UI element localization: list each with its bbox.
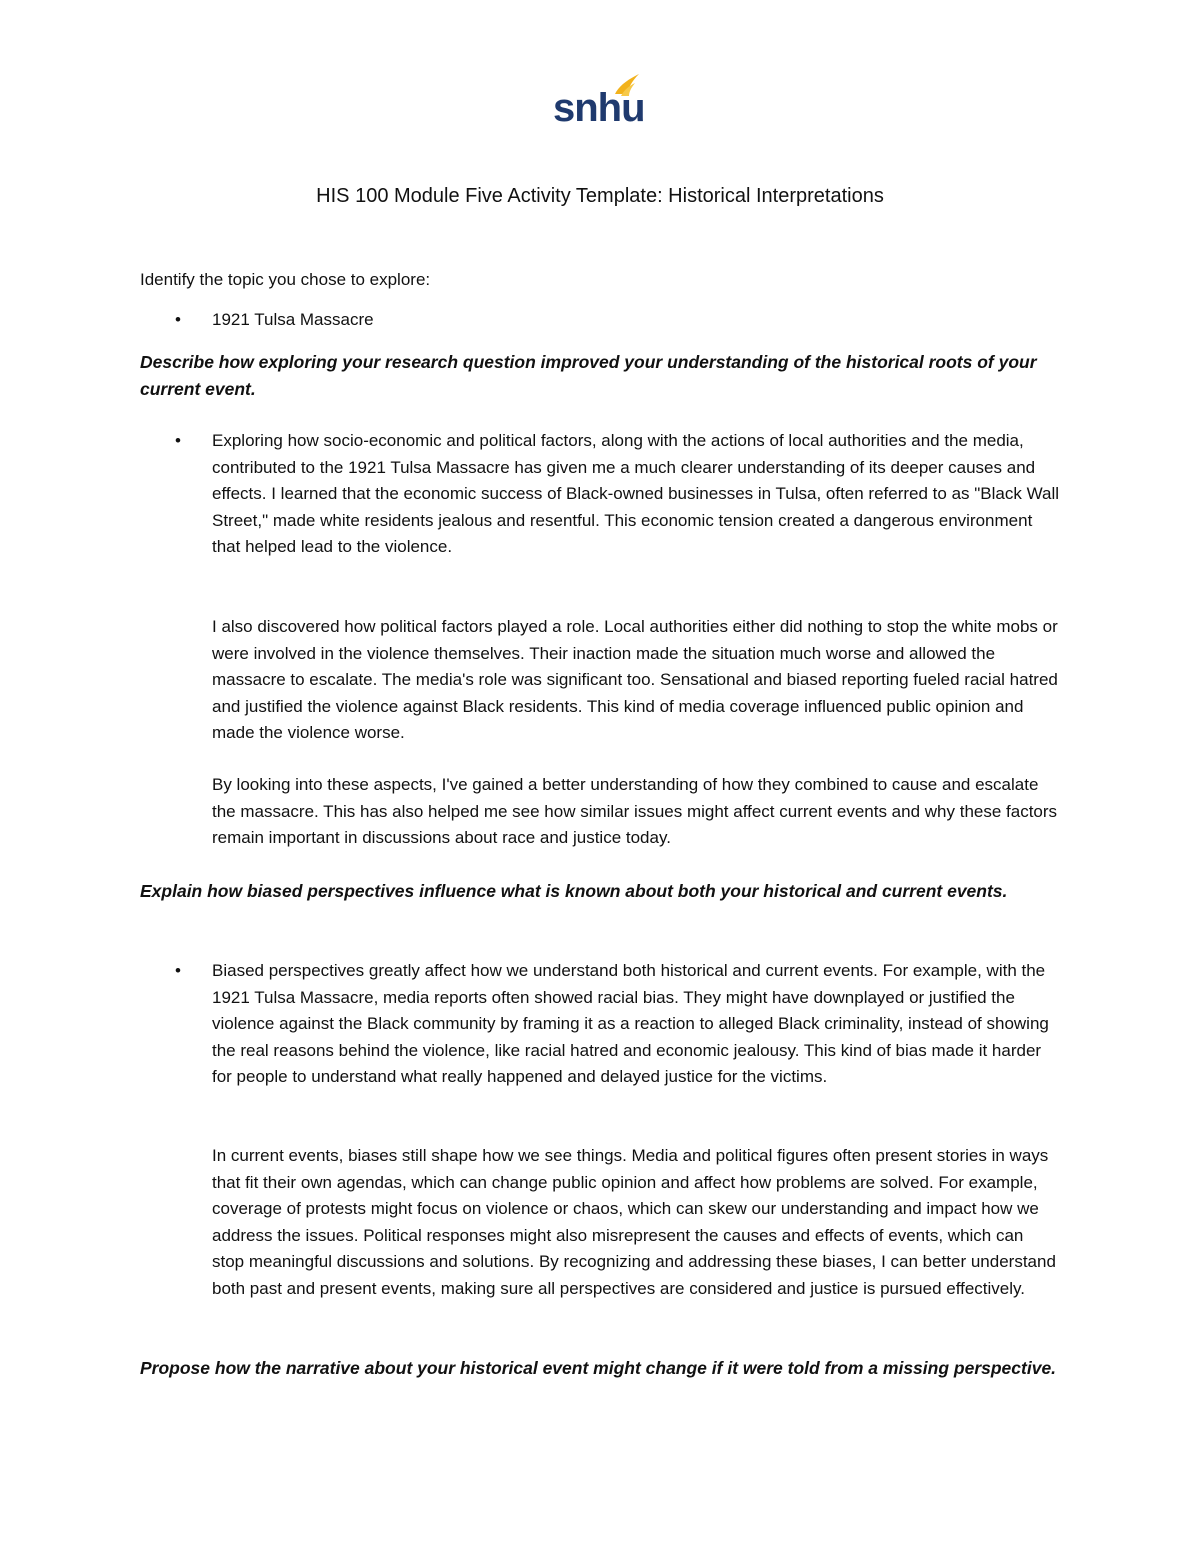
- bullet-glyph: •: [175, 961, 181, 980]
- logo-wordmark: snhu: [553, 86, 645, 130]
- section2-paragraph-1: Biased perspectives greatly affect how we understand both historical and current events. For example, with the 1921 Tulsa Massacre, media reports often showed racial bias. They might have downplayed or justified the violence against the Black community by framing it as a reaction to alleged Black criminality, instead of showing the real reasons behind the violence, like racial hatred and economic jealousy. This kind of bias made it harder for people to understand what really happened and delayed justice for the victims.: [212, 961, 1049, 1086]
- page-title: HIS 100 Module Five Activity Template: Historical Interpretations: [316, 185, 884, 207]
- topic-answer: 1921 Tulsa Massacre: [212, 310, 374, 329]
- section3-question: Propose how the narrative about your historical event might change if it were told from a missing perspective.: [140, 1358, 1057, 1378]
- section2-paragraph-2: In current events, biases still shape how we see things. Media and political figures often present stories in ways that fit their own agendas, which can change public opinion and affect how problems are solved. For example, coverage of protests might focus on violence or chaos, which can skew our understanding and impact how we address the issues. Political responses might also misrepresent the causes and effects of events, which can stop meaningful discussions and solutions. By recognizing and addressing these biases, I can better understand both past and present events, making sure all perspectives are considered and justice is pursued effectively.: [212, 1146, 1056, 1298]
- bullet-glyph: •: [175, 310, 181, 329]
- topic-prompt: Identify the topic you chose to explore:: [140, 270, 431, 289]
- section2-question: Explain how biased perspectives influence what is known about both your historical and current events.: [140, 881, 1008, 901]
- section1-paragraph-3: By looking into these aspects, I've gained a better understanding of how they combined to cause and escalate the massacre. This has also helped me see how similar issues might affect current events and why these factors remain important in discussions about race and justice today.: [212, 775, 1058, 847]
- section1-paragraph-2: I also discovered how political factors played a role. Local authorities either did nothing to stop the white mobs or were involved in the violence themselves. Their inaction made the situation much worse and allowed the massacre to escalate. The media's role was significant too. Sensational and biased reporting fueled racial hatred and justified the violence against Black residents. This kind of media coverage influenced public opinion and made the violence worse.: [212, 617, 1058, 742]
- section1-question: Describe how exploring your research question improved your understanding of the historical roots of your current event.: [140, 352, 1037, 399]
- snhu-logo: [553, 72, 643, 134]
- section1-paragraph-1: Exploring how socio-economic and political factors, along with the actions of local authorities and the media, contributed to the 1921 Tulsa Massacre has given me a much clearer understanding of its deeper causes and effects. I learned that the economic success of Black-owned businesses in Tulsa, often referred to as "Black Wall Street," made white residents jealous and resentful. This economic tension created a dangerous environment that helped lead to the violence.: [212, 431, 1060, 556]
- bullet-glyph: •: [175, 431, 181, 450]
